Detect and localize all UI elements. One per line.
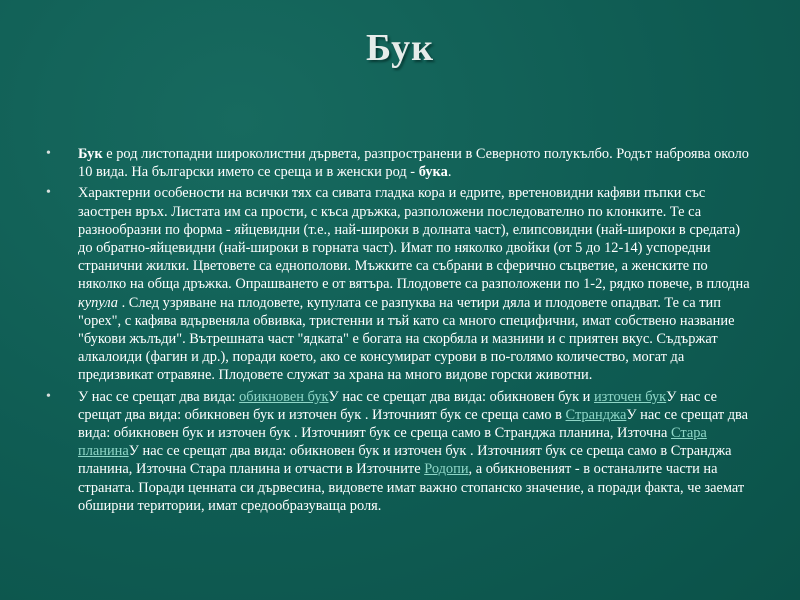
link-common-beech[interactable]: обикновен бук xyxy=(239,388,329,405)
bullet-text: е род листопадни широколистни дървета, разпространени в Северното полукълбо. Родът наброява около 10 вида. На български името се среща и в женски род - xyxy=(78,146,749,181)
bullet-term: Бук xyxy=(78,146,103,162)
bullet-text: У нас се срещат два вида: обикновен бук и източен бук . Източният бук се среща само в xyxy=(78,388,717,423)
bullet-italic-term: купула xyxy=(78,294,118,311)
bullet-item-characteristics xyxy=(38,184,758,384)
slide-title: Бук xyxy=(365,27,435,69)
bullet-icon: • xyxy=(46,185,51,201)
bullet-item-definition xyxy=(38,145,758,181)
bullet-item-species xyxy=(38,388,758,515)
bullet-text: У нас се срещат два вида: обикновен бук и източен бук . Източният бук се среща само в Странджа планина, Източна Стара планина и отчасти в Източните xyxy=(78,443,732,478)
link-rhodopes[interactable]: Родопи xyxy=(424,461,469,478)
link-stara-planina[interactable]: Стара планина xyxy=(78,425,707,460)
bullet-text-end: . xyxy=(447,164,452,181)
bullet-icon: • xyxy=(46,146,51,161)
bullet-text-end: . След узряване на плодовете, купулата се разпуква на четири дяла и плодовете опадват. Те са тип "орех", с кафява вдървеняла обвивка, тристенни и тъй като са много специфични, имат собствено название "букови жълъди". Вътрешната част "ядката" е богата на скорбяла и мазнини и с приятен вкус. Съдържат алкалоиди (фагин и др.), поради което, ако се консумират сурови в по-голямо количество, могат да предизвикат отравяне. Плодовете служат за храна на много видове горски животни. xyxy=(78,294,735,384)
bullet-text: У нас се срещат два вида: обикновен бук и xyxy=(328,388,594,405)
bullet-icon: • xyxy=(46,388,51,404)
bullet-bold-word: бука xyxy=(418,164,448,181)
bullet-text: У нас се срещат два вида: обикновен бук и източен бук . Източният бук се среща само в Странджа планина, Източна xyxy=(78,406,749,442)
bullet-text: У нас се срещат два вида: xyxy=(78,388,240,405)
link-strandzha[interactable]: Странджа xyxy=(565,406,627,423)
bullet-text: Характерни особености на всички тях са сивата гладка кора и едрите, вретеновидни кафяви пъпки със заострен връх. Листата им са прости, с къса дръжка, разположени последователно по клонките. Те са разнообразни по форма - яйцевидни (т.е., най-широки в долната част), елипсовидни (най-широки в средата) до обратно-яйцевидни (най-широки в горната част). Имат по няколко двойки (от 5 до 12-14) успоредни странични жилки. Цветовете са еднополови. Мъжките са събрани в сферично съцветие, а женските по няколко на обща дръжка. Опрашването е от вятъра. Плодовете са разположени по 1-2, рядко повече, в плодна xyxy=(78,185,750,293)
link-oriental-beech[interactable]: източен бук xyxy=(593,388,667,405)
bullet-list xyxy=(38,145,758,518)
bullet-text-end: , а обикновеният - в останалите части на страната. Поради ценната си дървесина, видовете имат важно стопанско значение, а поради факта, че заемат обширни територии, имат средообразуваща роля. xyxy=(78,461,745,514)
